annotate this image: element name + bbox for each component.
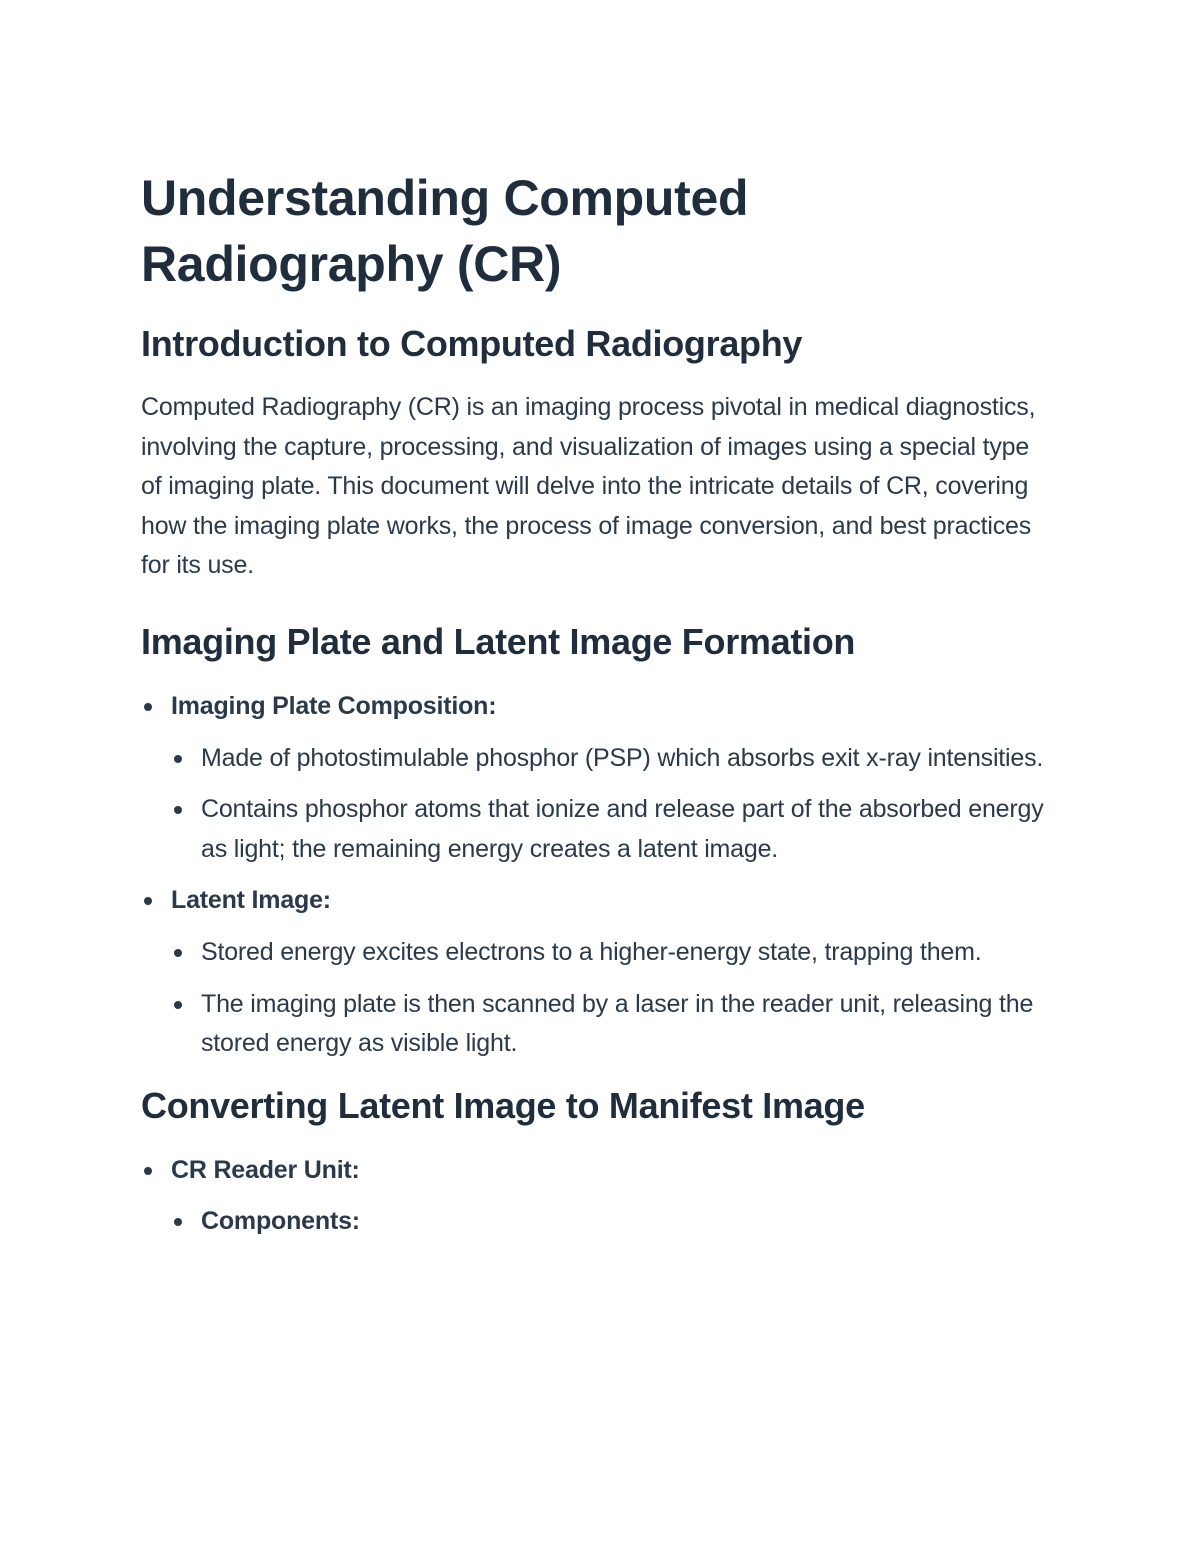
- sub-list: [171, 739, 1051, 870]
- sub-list-item: [171, 933, 1051, 973]
- sub-list-item-text: Components:: [201, 1207, 360, 1236]
- list-item-label: CR Reader Unit:: [171, 1155, 360, 1184]
- section-heading-converting: Converting Latent Image to Manifest Image: [141, 1084, 865, 1126]
- sub-list: [171, 1202, 1051, 1242]
- bullet-icon: [174, 1001, 182, 1009]
- sub-list-item: [171, 985, 1051, 1064]
- list-item: [141, 687, 1051, 869]
- document-title: Understanding Computed Radiography (CR): [141, 170, 749, 292]
- section-heading-introduction: Introduction to Computed Radiography: [141, 323, 803, 364]
- document-page: [141, 165, 1051, 1254]
- sub-list-item: [171, 790, 1051, 869]
- sub-list-item-text: Made of photostimulable phosphor (PSP) which absorbs exit x-ray intensities.: [201, 743, 1044, 772]
- bullet-icon: [174, 949, 182, 957]
- sub-list: [171, 933, 1051, 1064]
- list-item: [141, 1151, 1051, 1242]
- sub-list-item-text: Contains phosphor atoms that ionize and release part of the absorbed energy as light; the remaining energy creates a latent image.: [201, 795, 1044, 863]
- bullet-icon: [174, 755, 182, 763]
- bullet-icon: [144, 703, 152, 711]
- bullet-icon: [174, 1218, 182, 1226]
- converting-list: [141, 1151, 1051, 1242]
- sub-list-item: [171, 1202, 1051, 1242]
- sub-list-item: [171, 739, 1051, 779]
- bullet-icon: [174, 806, 182, 814]
- introduction-paragraph: Computed Radiography (CR) is an imaging process pivotal in medical diagnostics, involving the capture, processing, and visualization of images using a special type of imaging plate. This document will delve into the intricate details of CR, covering how the imaging plate works, the process of image conversion, and best practices for its use.: [141, 393, 1036, 580]
- list-item-label: Imaging Plate Composition:: [171, 691, 497, 720]
- section-heading-imaging-plate: Imaging Plate and Latent Image Formation: [141, 620, 856, 662]
- list-item-label: Latent Image:: [171, 886, 331, 915]
- sub-list-item-text: The imaging plate is then scanned by a laser in the reader unit, releasing the stored energy as visible light.: [201, 989, 1034, 1058]
- bullet-icon: [144, 897, 152, 905]
- bullet-icon: [144, 1167, 152, 1175]
- imaging-plate-list: [141, 687, 1051, 1064]
- sub-list-item-text: Stored energy excites electrons to a higher-energy state, trapping them.: [201, 937, 982, 966]
- list-item: [141, 881, 1051, 1063]
